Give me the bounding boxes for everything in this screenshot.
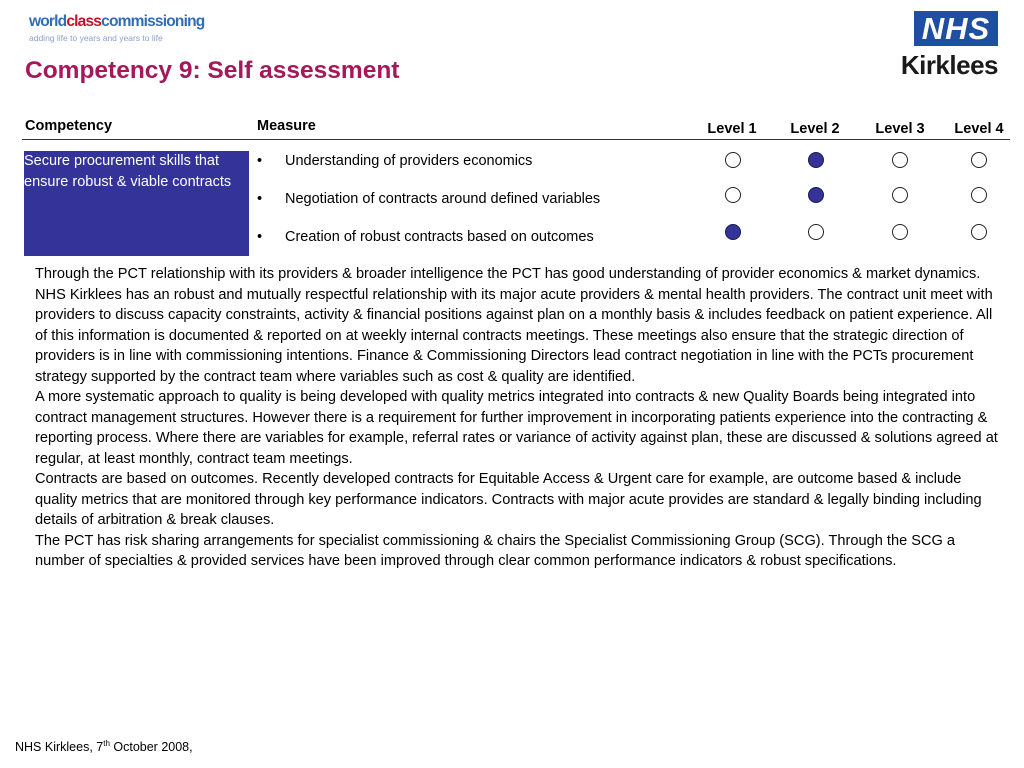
assessment-narrative [35, 264, 1001, 572]
competency-text: Secure procurement skills that ensure robust & viable contracts [24, 153, 232, 190]
level-2-radio[interactable] [808, 187, 824, 203]
level-3-radio[interactable] [892, 187, 908, 203]
narrative-paragraph: The PCT has risk sharing arrangements for specialist commissioning & chairs the Specialist Commissioning Group (SCG). Through the SCG a number of specialties & provided services have been improved through clear common performance indicators & robust specifications. [35, 532, 956, 569]
world-class-commissioning-wordmark: worldclasscommissioning [29, 13, 205, 30]
level-4-column-header: Level 4 [954, 121, 1004, 137]
level-4-radio[interactable] [971, 187, 987, 203]
level-4-radio[interactable] [971, 224, 987, 240]
bullet: • [257, 229, 263, 245]
footer [15, 739, 193, 755]
footer-date: October 2008, [109, 740, 193, 754]
footer-text: NHS Kirklees, 7 [15, 740, 104, 754]
measure-text: Negotiation of contracts around defined variables [285, 191, 601, 207]
competency-column-header: Competency [25, 118, 113, 134]
page-title: Competency 9: Self assessment [25, 57, 400, 84]
level-1-radio[interactable] [725, 152, 741, 168]
header-divider [22, 139, 1010, 140]
world-class-commissioning-logo [29, 13, 205, 47]
level-3-column-header: Level 3 [875, 121, 925, 137]
measure-item [257, 228, 594, 246]
level-1-column-header: Level 1 [707, 121, 757, 137]
measure-item [257, 190, 600, 208]
level-4-radio[interactable] [971, 152, 987, 168]
footer-superscript: th [103, 738, 110, 748]
narrative-paragraph: Contracts are based on outcomes. Recently developed contracts for Equitable Access & Urgent care for example, are outcome based & include quality metrics that are monitored through key performance indicators. Contracts with major acute provides are standard & legally binding including details of arbitration & break clauses. [35, 471, 982, 528]
bullet: • [257, 191, 263, 207]
bullet: • [257, 153, 263, 169]
level-3-radio[interactable] [892, 224, 908, 240]
measure-text: Understanding of providers economics [285, 153, 533, 169]
level-1-radio[interactable] [725, 187, 741, 203]
competency-box [24, 151, 249, 256]
level-2-column-header: Level 2 [790, 121, 840, 137]
nhs-organisation-name: Kirklees [900, 50, 998, 80]
narrative-paragraph: Through the PCT relationship with its providers & broader intelligence the PCT has good understanding of provider economics & market dynamics. NHS Kirklees has an robust and mutually respectful relationship with its major acute providers & mental health providers. The contract unit meet with providers to discuss capacity constraints, activity & financial positions against plan on a monthly basis & includes feedback on patient experience. All of this information is documented & reported on at weekly internal contracts meetings. These meetings also ensure that the strategic direction of providers is in line with commissioning intentions. Finance & Commissioning Directors lead contract negotiation in line with the PCTs procurement strategy supported by the contract team where variables such as cost & quality are identified. [35, 266, 993, 385]
measure-item [257, 152, 532, 170]
measure-text: Creation of robust contracts based on outcomes [285, 229, 594, 245]
level-2-radio[interactable] [808, 224, 824, 240]
nhs-badge: NHS [914, 11, 998, 46]
nhs-kirklees-logo [892, 11, 998, 81]
logo-tagline: adding life to years and years to life [29, 33, 163, 43]
measure-column-header: Measure [257, 118, 316, 134]
level-1-radio[interactable] [725, 224, 741, 240]
level-3-radio[interactable] [892, 152, 908, 168]
level-2-radio[interactable] [808, 152, 824, 168]
narrative-paragraph: A more systematic approach to quality is being developed with quality metrics integrated into contracts & new Quality Boards being integrated into contract management structures. However there is a requirement for further improvement in incorporating patients experience into the contracting & reporting process. Where there are variables for example, referral rates or variance of activity against plan, these are discussed & solutions agreed at regular, at least monthly, contract team meetings. [35, 389, 998, 467]
